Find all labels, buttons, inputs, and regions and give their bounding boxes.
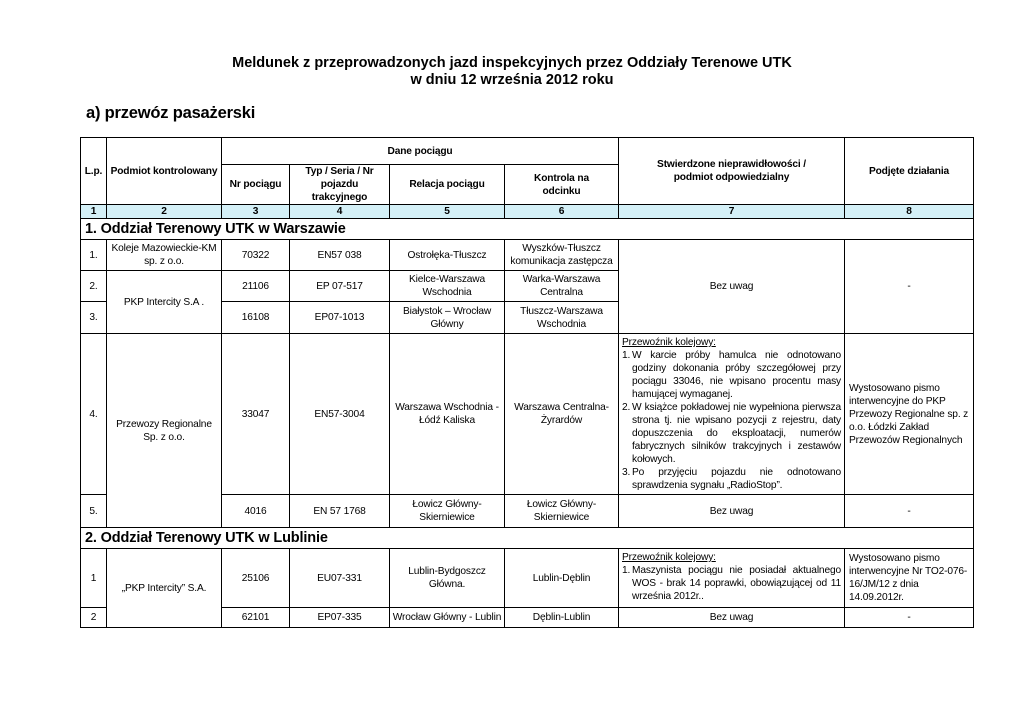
- cell-typ: EP07-335: [290, 608, 390, 628]
- list-text: W książce pokładowej nie wypełniona pierwsza strona tj. nie wpisano pozycji z rejestru, daty dopuszczenia do eksploatacji, numerów fabrycznych silników trakcyjnych i zestawów kołowych.: [632, 402, 841, 465]
- cell-relacja: Wrocław Główny - Lublin: [390, 608, 505, 628]
- table-row: [81, 240, 974, 271]
- cell-podmiot: Przewozy Regionalne Sp. z o.o.: [107, 334, 222, 528]
- cell-kontrola: Tłuszcz-Warszawa Wschodnia: [505, 302, 619, 334]
- cell-nr: 21106: [222, 271, 290, 302]
- cell-typ: EU07-331: [290, 549, 390, 608]
- cell-nr: 70322: [222, 240, 290, 271]
- cell-lp: 4.: [81, 334, 107, 495]
- col-number: 1: [81, 205, 107, 219]
- cell-relacja: Warszawa Wschodnia - Łódź Kaliska: [390, 334, 505, 495]
- cell-relacja: Kielce-Warszawa Wschodnia: [390, 271, 505, 302]
- cell-dzialania: -: [845, 240, 974, 334]
- cell-typ: EN57-3004: [290, 334, 390, 495]
- cell-podmiot: PKP Intercity S.A .: [107, 271, 222, 334]
- cell-nr: 33047: [222, 334, 290, 495]
- list-number: 3.: [622, 467, 631, 478]
- cell-lp: 5.: [81, 495, 107, 528]
- cell-lp: 2: [81, 608, 107, 628]
- list-number: 2.: [622, 402, 631, 413]
- col-number: 5: [390, 205, 505, 219]
- cell-dzialania: Wystosowano pismo interwencyjne Nr TO2-076-16/JM/12 z dnia 14.09.2012r.: [845, 549, 974, 608]
- section-title-warszawa: 1. Oddział Terenowy UTK w Warszawie: [81, 219, 974, 240]
- document-title-line1: Meldunek z przeprowadzonych jazd inspekcyjnych przez Oddziały Terenowe UTK: [232, 55, 792, 71]
- cell-relacja: Lublin-Bydgoszcz Główna.: [390, 549, 505, 608]
- list-item: [622, 564, 841, 603]
- col-number: 7: [619, 205, 845, 219]
- uwagi-heading: Przewoźnik kolejowy:: [622, 552, 716, 563]
- cell-kontrola: Wyszków-Tłuszcz komunikacja zastępcza: [505, 240, 619, 271]
- cell-nr: 25106: [222, 549, 290, 608]
- cell-podmiot: „PKP Intercity” S.A.: [107, 549, 222, 628]
- cell-lp: 1.: [81, 240, 107, 271]
- cell-nr: 62101: [222, 608, 290, 628]
- cell-typ: EN57 038: [290, 240, 390, 271]
- list-text: W karcie próby hamulca nie odnotowano godziny dokonania próby szczegółowej przy pociągu 33046, nie wpisano procentu masy hamującej wymaganej.: [632, 350, 841, 400]
- inspection-table: [80, 137, 974, 628]
- cell-kontrola: Warszawa Centralna-Żyrardów: [505, 334, 619, 495]
- list-text: Maszynista pociągu nie posiadał aktualnego WOS - brak 14 poprawki, obowiązującej od 11 września 2012r..: [632, 565, 841, 602]
- cell-typ: EP07-1013: [290, 302, 390, 334]
- cell-kontrola: Dęblin-Lublin: [505, 608, 619, 628]
- col-number: 2: [107, 205, 222, 219]
- header-lp: L.p.: [81, 138, 107, 205]
- cell-dzialania: -: [845, 608, 974, 628]
- cell-uwagi: Bez uwag: [619, 495, 845, 528]
- cell-lp: 1: [81, 549, 107, 608]
- header-dzialania: Podjęte działania: [845, 138, 974, 205]
- list-number: 1.: [622, 565, 631, 576]
- cell-uwagi: Bez uwag: [619, 608, 845, 628]
- cell-uwagi: [619, 549, 845, 608]
- header-relacja: Relacja pociągu: [390, 165, 505, 205]
- list-text: Po przyjęciu pojazdu nie odnotowano sprawdzenia sygnału „RadioStop”.: [632, 467, 841, 491]
- cell-typ: EN 57 1768: [290, 495, 390, 528]
- header-kontrola: Kontrola na odcinku: [505, 165, 619, 205]
- col-number: 8: [845, 205, 974, 219]
- list-number: 1.: [622, 350, 631, 361]
- cell-dzialania: Wystosowano pismo interwencyjne do PKP Przewozy Regionalne sp. z o.o. Łódzki Zakład Przewozów Regionalnych: [845, 334, 974, 495]
- cell-kontrola: Warka-Warszawa Centralna: [505, 271, 619, 302]
- cell-relacja: Białystok – Wrocław Główny: [390, 302, 505, 334]
- cell-uwagi: [619, 334, 845, 495]
- table-row: [81, 549, 974, 608]
- section-subtitle: a) przewóz pasażerski: [86, 104, 256, 122]
- cell-dzialania: -: [845, 495, 974, 528]
- section-title-lublin: 2. Oddział Terenowy UTK w Lublinie: [81, 528, 974, 549]
- cell-kontrola: Lublin-Dęblin: [505, 549, 619, 608]
- header-nr-pociagu: Nr pociągu: [222, 165, 290, 205]
- col-number: 6: [505, 205, 619, 219]
- list-item: [622, 401, 841, 466]
- col-number: 3: [222, 205, 290, 219]
- cell-relacja: Łowicz Główny-Skierniewice: [390, 495, 505, 528]
- cell-nr: 16108: [222, 302, 290, 334]
- cell-kontrola: Łowicz Główny-Skierniewice: [505, 495, 619, 528]
- list-item: [622, 466, 841, 492]
- cell-typ: EP 07-517: [290, 271, 390, 302]
- header-dane-pociagu: Dane pociągu: [222, 138, 619, 165]
- header-podmiot: Podmiot kontrolowany: [107, 138, 222, 205]
- cell-lp: 3.: [81, 302, 107, 334]
- cell-uwagi: Bez uwag: [619, 240, 845, 334]
- col-number: 4: [290, 205, 390, 219]
- document-title-line2: w dniu 12 września 2012 roku: [410, 72, 614, 88]
- list-item: [622, 349, 841, 401]
- uwagi-heading: Przewoźnik kolejowy:: [622, 337, 716, 348]
- cell-podmiot: Koleje Mazowieckie-KM sp. z o.o.: [107, 240, 222, 271]
- cell-lp: 2.: [81, 271, 107, 302]
- column-number-row: [81, 205, 974, 219]
- table-row: [81, 334, 974, 495]
- cell-nr: 4016: [222, 495, 290, 528]
- header-stwierdzone: Stwierdzone nieprawidłowości / podmiot odpowiedzialny: [619, 138, 845, 205]
- cell-relacja: Ostrołęka-Tłuszcz: [390, 240, 505, 271]
- header-typ: Typ / Seria / Nr pojazdu trakcyjnego: [290, 165, 390, 205]
